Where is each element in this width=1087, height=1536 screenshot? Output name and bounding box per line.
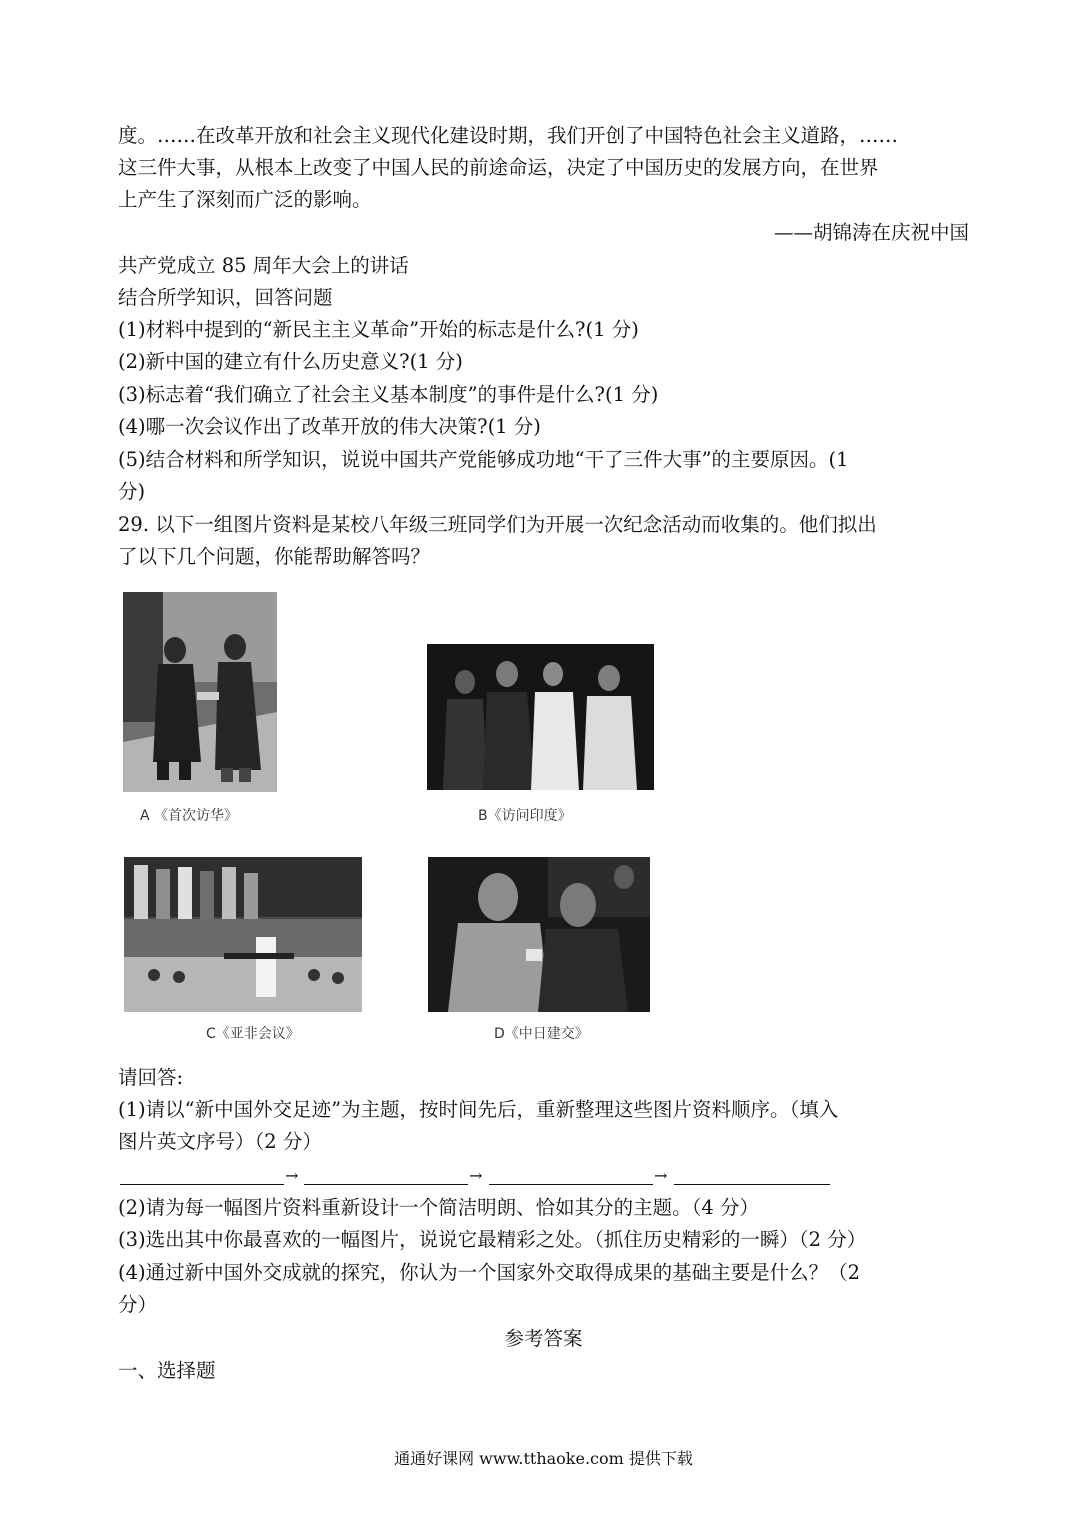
- q29-stem: 29. 以下一组图片资料是某校八年级三班同学们为开展一次纪念活动而收集的。他们拟出: [118, 513, 877, 536]
- photo-d: [428, 857, 650, 1012]
- q29-sub-4: (4)通过新中国外交成就的探究，你认为一个国家外交取得成果的基础主要是什么？（2: [118, 1261, 861, 1284]
- q28-sub-4: (4)哪一次会议作出了改革开放的伟大决策?(1 分): [118, 415, 541, 438]
- photo-a: [123, 592, 277, 792]
- section-choice: 一、选择题: [118, 1359, 216, 1382]
- q28-sub-2: (2)新中国的建立有什么历史意义?(1 分): [118, 350, 463, 373]
- passage-line-1: 度。……在改革开放和社会主义现代化建设时期，我们开创了中国特色社会主义道路，……: [118, 124, 899, 147]
- answer-blank-2[interactable]: [304, 1184, 468, 1185]
- passage-line-3: 上产生了深刻而广泛的影响。: [118, 188, 372, 211]
- q28-sub-5-cont: 分): [118, 480, 146, 503]
- answers-heading: 参考答案: [504, 1327, 583, 1350]
- q29-sub-1: (1)请以“新中国外交足迹”为主题，按时间先后，重新整理这些图片资料顺序。（填入: [118, 1098, 839, 1121]
- page-footer: 通通好课网 www.tthaoke.com 提供下载: [394, 1449, 693, 1468]
- arrow-3: →: [654, 1166, 668, 1185]
- q29-sub-1-cont: 图片英文序号）（2 分）: [118, 1130, 322, 1153]
- passage-line-2: 这三件大事，从根本上改变了中国人民的前途命运，决定了中国历史的发展方向，在世界: [118, 156, 879, 179]
- answer-blank-1[interactable]: [120, 1184, 284, 1185]
- passage-source-cont: 共产党成立 85 周年大会上的讲话: [118, 254, 409, 277]
- q28-sub-3: (3)标志着“我们确立了社会主义基本制度”的事件是什么?(1 分): [118, 383, 659, 406]
- q29-stem-cont: 了以下几个问题，你能帮助解答吗？: [118, 545, 431, 568]
- answer-blank-4[interactable]: [674, 1184, 830, 1185]
- q29-sub-3: (3)选出其中你最喜欢的一幅图片，说说它最精彩之处。（抓住历史精彩的一瞬）（2 分）: [118, 1228, 867, 1251]
- passage-source: ——胡锦涛在庆祝中国: [773, 221, 969, 244]
- q29-sub-2: (2)请为每一幅图片资料重新设计一个简洁明朗、恰如其分的主题。（4 分）: [118, 1196, 759, 1219]
- arrow-2: →: [469, 1166, 483, 1185]
- caption-d: D《中日建交》: [494, 1026, 589, 1042]
- photo-b: [427, 644, 654, 790]
- photo-c: [124, 857, 362, 1012]
- q28-intro: 结合所学知识，回答问题: [118, 286, 333, 309]
- q28-sub-1: (1)材料中提到的“新民主主义革命”开始的标志是什么?(1 分): [118, 318, 639, 341]
- answer-prompt: 请回答:: [118, 1066, 184, 1089]
- caption-c: C《亚非会议》: [206, 1026, 300, 1042]
- caption-b: B《访问印度》: [478, 808, 572, 824]
- answer-blank-3[interactable]: [489, 1184, 653, 1185]
- q28-sub-5: (5)结合材料和所学知识，说说中国共产党能够成功地“干了三件大事”的主要原因。(1: [118, 448, 849, 471]
- caption-a: A 《首次访华》: [140, 808, 239, 824]
- q29-sub-4-cont: 分）: [118, 1293, 158, 1316]
- arrow-1: →: [285, 1166, 299, 1185]
